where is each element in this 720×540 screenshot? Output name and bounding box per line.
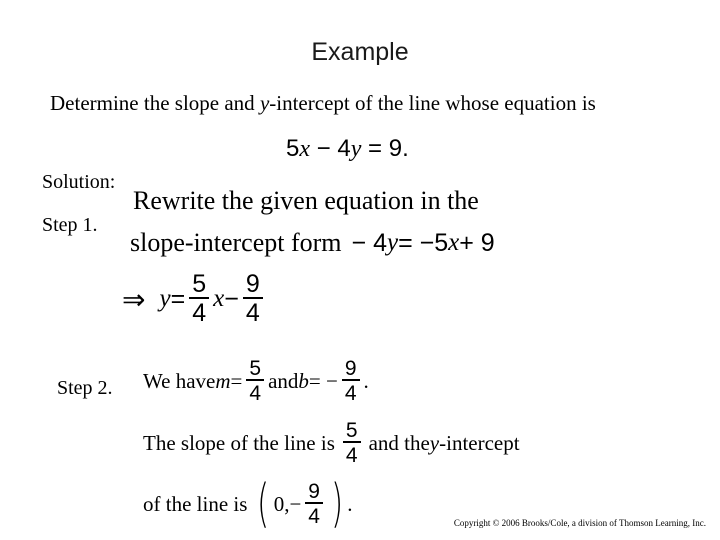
slope-intercept-equation	[352, 229, 495, 258]
fraction-intercept	[305, 481, 323, 527]
frac-num: 9	[344, 357, 357, 380]
solution-label: Solution:	[42, 171, 116, 193]
se-mid: = −5	[398, 228, 449, 257]
frac-den: 4	[343, 441, 361, 466]
result-x: x	[213, 285, 225, 312]
and-word: and	[268, 368, 299, 393]
eq-rhs: = 9.	[361, 135, 409, 162]
left-paren-icon: (	[257, 474, 270, 534]
frac-num: 5	[249, 357, 262, 380]
implies-icon: ⇒	[122, 283, 146, 315]
right-paren-icon: )	[331, 474, 344, 534]
of-line-text: of the line is	[143, 491, 248, 516]
se-end: + 9	[459, 228, 495, 257]
intro-after: -intercept of the line whose equation is	[269, 91, 596, 115]
intro-var: y	[259, 91, 270, 115]
slope-text: The slope of the line is	[143, 430, 335, 455]
fraction-m	[246, 358, 264, 404]
point-zero: 0,	[273, 491, 290, 516]
slide-title: Example	[311, 38, 409, 66]
period: .	[363, 368, 369, 393]
step2-line1	[143, 358, 369, 404]
copyright-notice: Copyright © 2006 Brooks/Cole, a division of Thomson Learning, Inc.	[453, 518, 706, 528]
fraction-nine-fourths	[243, 272, 263, 326]
frac-den: 4	[243, 297, 263, 326]
period: .	[347, 491, 353, 516]
fraction-five-fourths	[189, 272, 209, 326]
step2-line2	[143, 420, 520, 466]
intercept-word: -intercept	[439, 430, 520, 455]
se-x: x	[448, 229, 460, 256]
step1-result	[122, 272, 267, 326]
eq-minus: − 4	[310, 135, 351, 162]
given-equation	[286, 135, 409, 163]
step1-line2	[130, 228, 495, 258]
se-y: y	[386, 229, 399, 256]
frac-num: 5	[192, 270, 207, 298]
eq-x: x	[299, 136, 311, 162]
frac-den: 4	[342, 379, 360, 404]
frac-num: 9	[245, 270, 260, 298]
eq-y: y	[350, 136, 362, 162]
and-the: and the	[368, 430, 430, 455]
eq1: =	[230, 368, 243, 393]
result-eq: =	[170, 284, 186, 313]
eq2: = −	[308, 368, 338, 393]
point-minus: −	[289, 491, 302, 516]
frac-num: 5	[345, 419, 358, 442]
var-m: m	[215, 368, 231, 393]
eq-coeff: 5	[286, 135, 300, 162]
step1-line2-text: slope-intercept form	[130, 228, 342, 257]
problem-statement	[50, 91, 596, 116]
we-have: We have	[143, 368, 216, 393]
frac-num: 9	[308, 480, 320, 503]
step2-label: Step 2.	[57, 377, 113, 399]
result-y: y	[159, 285, 171, 312]
var-y: y	[429, 430, 440, 455]
step1-label: Step 1.	[42, 214, 98, 236]
step2-line3	[143, 474, 353, 534]
frac-den: 4	[246, 379, 264, 404]
var-b: b	[298, 368, 309, 393]
intro-before: Determine the slope and	[50, 91, 260, 115]
step1-line1: Rewrite the given equation in the	[133, 186, 479, 215]
se-coeff: − 4	[351, 228, 387, 257]
fraction-b	[342, 358, 360, 404]
fraction-slope	[343, 420, 361, 466]
frac-den: 4	[189, 297, 209, 326]
frac-den: 4	[305, 502, 323, 527]
result-minus: −	[224, 284, 239, 313]
